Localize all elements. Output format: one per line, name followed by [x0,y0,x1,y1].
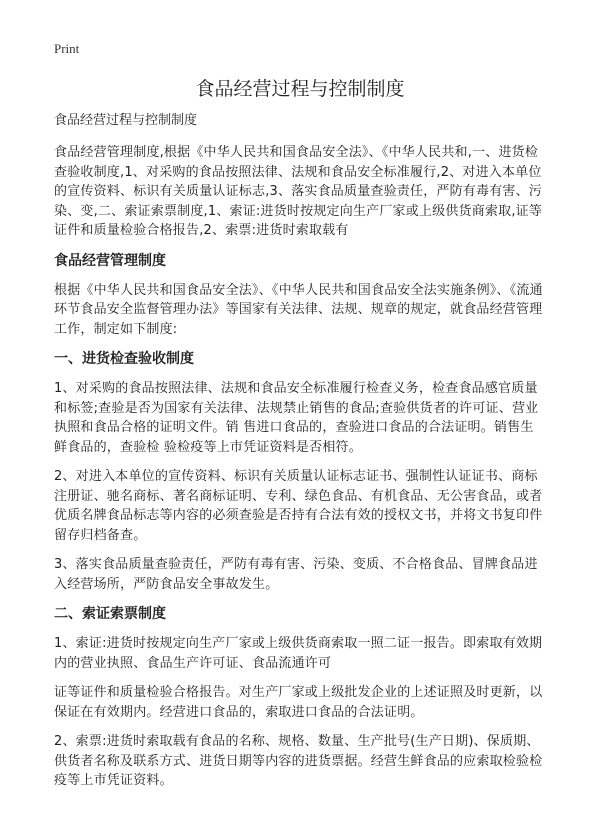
section1-item-1: 1、对采购的食品按照法律、法规和食品安全标准履行检查义务，检查食品感官质量和标签;查验是否为国家有关法律、法规禁止销售的食品;查验供货者的许可证、营业执照和食品合格的证明文件。销 售进口食品的，查验进口食品的合法证明。销售生鲜食品的，查验检 验检疫等上市凭证资料是否相符。 [54,381,539,455]
section2-item-1-continued: 证等证件和质量检验合格报告。对生产厂家或上级批发企业的上述证照及时更新，以保证在有效期内。经营进口食品的，索取进口食品的合法证明。 [54,685,543,720]
section2-item-2: 2、索票:进货时索取载有食品的名称、规格、数量、生产批号(生产日期)、保质期、供货者名称及联系方式、进货日期等内容的进货票据。经营生鲜食品的应索取检验检疫等上市凭证资料。 [54,734,543,788]
section1-item-3: 3、落实食品质量查验责任，严防有毒有害、污染、变质、不合格食品、冒牌食品进入经营场所，严防食品安全事故发生。 [54,557,538,592]
document-subtitle: 食品经营过程与控制制度 [54,113,198,128]
section1-item-2: 2、对进入本单位的宣传资料、标识有关质量认证标志证书、强制性认证证书、商标注册证、驰名商标、著名商标证明、专利、绿色食品、有机食品、无公害食品，或者优质名牌食品标志等内容的必须查验是否持有合法有效的授权文书，并将文书复印件留存归档备查。 [54,469,543,543]
management-intro: 根据《中华人民共和国食品安全法》、《中华人民共和国食品安全法实施条例》、《流通环节食品安全监督管理办法》等国家有关法律、法规、规章的规定，就食品经营管理工作，制定如下制度: [54,282,543,337]
summary-paragraph: 食品经营管理制度,根据《中华人民共和国食品安全法》、《中华人民共和,一、进货检查验收制度,1、对采购的食品按照法律、法规和食品安全标准履行,2、对进入本单位的宣传资料、标识有关质量认证标志,3、落实食品质量查验责任，严防有毒有害、污染、变,二、索证索票制度,1、索证:进货时按规定向生产厂家或上级供货商索取,证等证件和质量检验合格报告,2、索票:进货时索取载有 [54,145,543,238]
document-title: 食品经营过程与控制制度 [195,78,405,100]
section1-heading: 一、进货检查验收制度 [54,351,194,367]
management-heading: 食品经营管理制度 [54,252,166,269]
section2-heading: 二、索证索票制度 [54,606,166,622]
section2-item-1: 1、索证:进货时按规定向生产厂家或上级供货商索取一照二证一报告。即索取有效期内的营业执照、食品生产许可证、食品流通许可 [54,636,543,671]
print-label: Print [54,41,80,56]
